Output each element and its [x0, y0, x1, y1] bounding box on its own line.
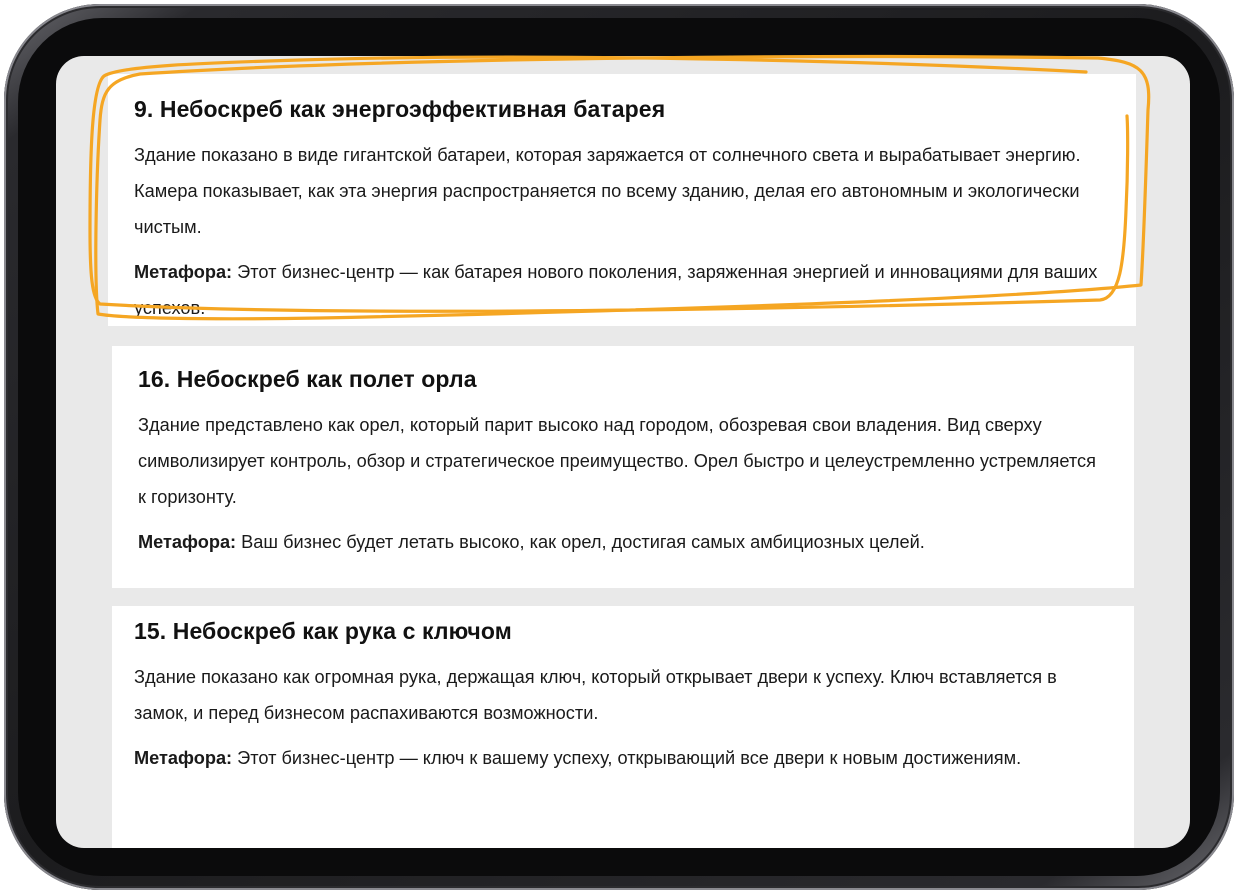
card-metaphor [134, 740, 1112, 776]
card-title: 16. Небоскреб как полет орла [138, 366, 477, 392]
idea-card-16 [112, 346, 1134, 588]
metaphor-text: Ваш бизнес будет летать высоко, как орел, достигая самых амбициозных целей. [236, 532, 925, 552]
idea-card-9 [108, 74, 1136, 326]
metaphor-label: Метафора: [134, 262, 233, 282]
card-description: Здание показано в виде гигантской батареи, которая заряжается от солнечного света и вырабатывает энергию. Камера показывает, как эта энергия распространяется по всему зданию, делая его автономным и экологически чистым. [134, 145, 1081, 237]
card-title: 9. Небоскреб как энергоэффективная батарея [134, 96, 666, 122]
metaphor-label: Метафора: [138, 532, 237, 552]
card-metaphor [134, 254, 1110, 326]
card-metaphor [138, 524, 1108, 560]
tablet-screen [56, 56, 1190, 848]
idea-card-15 [112, 606, 1134, 848]
card-description: Здание представлено как орел, который парит высоко над городом, обозревая свои владения. Вид сверху символизирует контроль, обзор и стратегическое преимущество. Орел быстро и целеустремленно устремляется к горизонту. [138, 415, 1096, 507]
card-title: 15. Небоскреб как рука с ключом [134, 618, 512, 644]
metaphor-label: Метафора: [134, 748, 233, 768]
metaphor-text: Этот бизнес-центр — ключ к вашему успеху, открывающий все двери к новым достижениям. [232, 748, 1022, 768]
metaphor-text: Этот бизнес-центр — как батарея нового поколения, заряженная энергией и инновациями для ваших успехов. [134, 262, 1098, 318]
card-description: Здание показано как огромная рука, держащая ключ, который открывает двери к успеху. Ключ вставляется в замок, и перед бизнесом распахиваются возможности. [134, 667, 1057, 723]
